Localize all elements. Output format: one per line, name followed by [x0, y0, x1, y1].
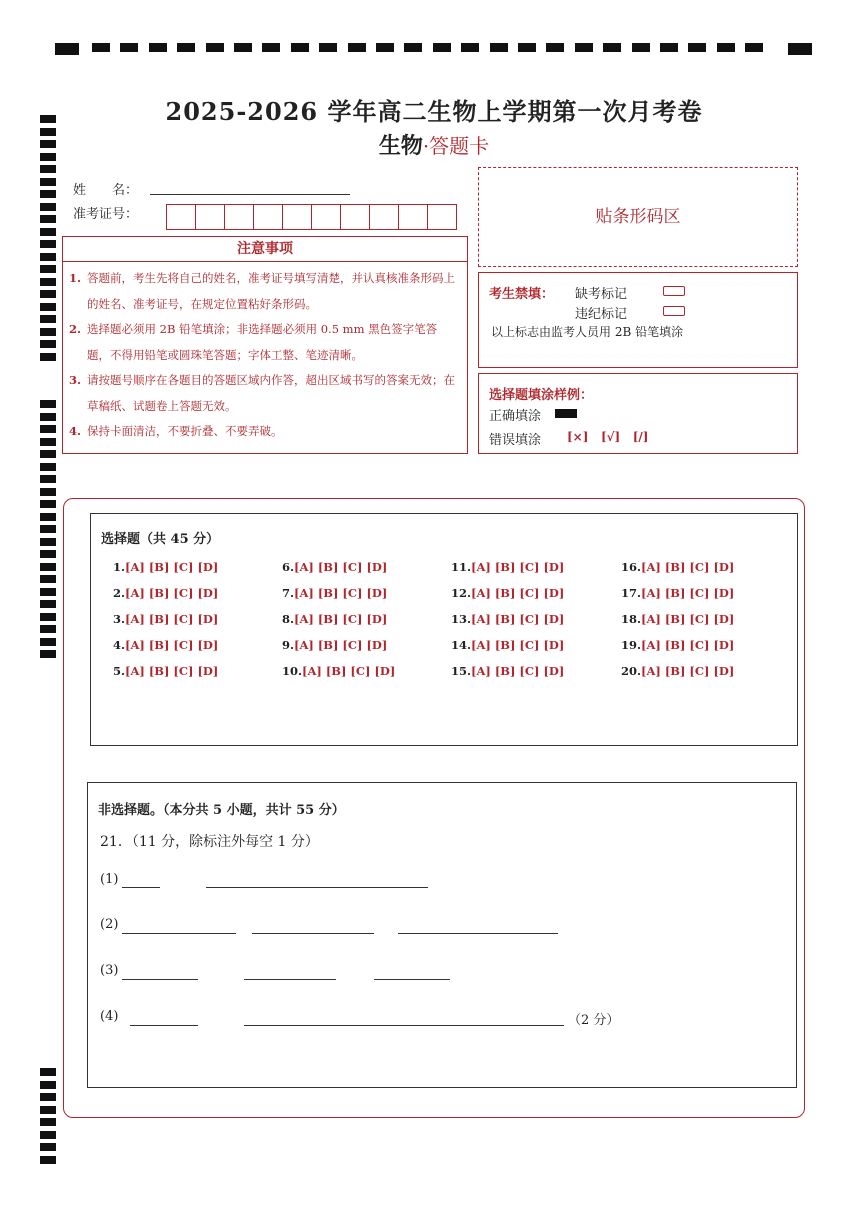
- timing-mark: [717, 43, 735, 52]
- timing-mark: [40, 1106, 56, 1114]
- choice-question-1[interactable]: [113, 560, 218, 574]
- answer-options[interactable]: [A] [B] [C] [D]: [294, 612, 388, 626]
- timing-mark: [404, 43, 422, 52]
- timing-mark: [40, 215, 56, 223]
- answer-line[interactable]: [398, 933, 558, 934]
- timing-mark: [40, 265, 56, 273]
- timing-mark: [40, 538, 56, 546]
- part-1-label: (1): [100, 872, 119, 887]
- answer-options[interactable]: [A] [B] [C] [D]: [125, 560, 219, 574]
- timing-mark: [40, 613, 56, 621]
- timing-mark: [40, 190, 56, 198]
- choice-question-4[interactable]: [113, 638, 218, 652]
- timing-mark: [40, 588, 56, 596]
- timing-mark: [575, 43, 593, 52]
- timing-mark: [40, 463, 56, 471]
- timing-mark: [348, 43, 366, 52]
- timing-mark: [40, 475, 56, 483]
- choice-question-2[interactable]: [113, 586, 218, 600]
- timing-mark: [546, 43, 564, 52]
- answer-options[interactable]: [A] [B] [C] [D]: [641, 638, 735, 652]
- choice-question-3[interactable]: [113, 612, 218, 626]
- notice-item: 2. 选择题必须用 2B 铅笔填涂；非选择题必须用 0.5 mm 黑色签字笔答题，不得用铅笔或圆珠笔答题；字体工整、笔迹清晰。: [69, 322, 438, 362]
- timing-mark: [745, 43, 763, 52]
- question-number: 16.: [621, 560, 642, 574]
- timing-mark: [319, 43, 337, 52]
- subtitle-subject: 生物: [378, 133, 423, 159]
- timing-mark: [40, 438, 56, 446]
- timing-mark: [788, 43, 812, 55]
- timing-mark: [433, 43, 451, 52]
- choice-question-20[interactable]: [621, 664, 734, 678]
- part-2-label: (2): [100, 917, 119, 932]
- answer-line[interactable]: [122, 933, 236, 934]
- choice-question-13[interactable]: [451, 612, 564, 626]
- absent-label: 缺考标记: [575, 287, 628, 302]
- timing-mark: [92, 43, 110, 52]
- timing-mark: [40, 1081, 56, 1089]
- answer-line[interactable]: [206, 887, 428, 888]
- answer-options[interactable]: [A] [B] [C] [D]: [294, 638, 388, 652]
- examiner-only-box: [478, 272, 798, 368]
- answer-options[interactable]: [A] [B] [C] [D]: [125, 664, 219, 678]
- timing-mark: [291, 43, 309, 52]
- choice-question-12[interactable]: [451, 586, 564, 600]
- timing-mark: [518, 43, 536, 52]
- question-number: 8.: [282, 612, 295, 626]
- timing-mark: [461, 43, 479, 52]
- filled-mark-icon: [555, 409, 577, 418]
- choice-question-18[interactable]: [621, 612, 734, 626]
- answer-options[interactable]: [A] [B] [C] [D]: [471, 560, 565, 574]
- question-number: 1.: [113, 560, 126, 574]
- timing-mark: [40, 450, 56, 458]
- question-number: 4.: [113, 638, 126, 652]
- answer-options[interactable]: [A] [B] [C] [D]: [641, 612, 735, 626]
- timing-mark: [40, 328, 56, 336]
- timing-mark: [40, 340, 56, 348]
- question-number: 20.: [621, 664, 642, 678]
- timing-mark: [40, 575, 56, 583]
- correct-fill-label: 正确填涂: [489, 409, 542, 424]
- fill-example-title: 选择题填涂样例：: [489, 388, 594, 403]
- timing-mark: [40, 1068, 56, 1076]
- timing-mark: [40, 550, 56, 558]
- choice-section: [90, 513, 798, 746]
- name-label: 姓 名：: [73, 183, 139, 198]
- wrong-fill-label: 错误填涂: [489, 433, 542, 448]
- notice-item: 4. 保持卡面清洁，不要折叠、不要弄破。: [69, 424, 283, 438]
- answer-options[interactable]: [A] [B] [C] [D]: [641, 586, 735, 600]
- timing-mark: [660, 43, 678, 52]
- answer-line[interactable]: [122, 887, 160, 888]
- answer-options[interactable]: [A] [B] [C] [D]: [641, 664, 735, 678]
- timing-mark: [40, 1143, 56, 1151]
- timing-mark: [40, 1093, 56, 1101]
- question-number: 19.: [621, 638, 642, 652]
- sheet-subtitle: [0, 129, 868, 160]
- timing-mark: [40, 203, 56, 211]
- notice-title: 注意事项: [63, 237, 467, 262]
- exam-title: 2025-2026 学年高二生物上学期第一次月考卷: [165, 97, 703, 126]
- question-number: 10.: [282, 664, 303, 678]
- barcode-area: 贴条形码区: [478, 167, 798, 267]
- timing-mark: [55, 43, 79, 55]
- part-4-score: （2 分）: [568, 1013, 620, 1028]
- timing-mark: [149, 43, 167, 52]
- choice-question-8[interactable]: [282, 612, 387, 626]
- answer-line[interactable]: [130, 1025, 198, 1026]
- timing-mark: [177, 43, 195, 52]
- id-label: 准考证号：: [73, 207, 139, 222]
- question-number: 2.: [113, 586, 126, 600]
- answer-line[interactable]: [374, 979, 450, 980]
- question-number: 3.: [113, 612, 126, 626]
- timing-mark: [40, 650, 56, 658]
- absent-mark-box[interactable]: [663, 286, 685, 296]
- timing-mark: [234, 43, 252, 52]
- id-number-boxes[interactable]: [166, 204, 457, 230]
- timing-mark: [40, 400, 56, 408]
- timing-mark: [40, 178, 56, 186]
- timing-mark: [603, 43, 621, 52]
- timing-mark: [40, 1156, 56, 1164]
- answer-options[interactable]: [A] [B] [C] [D]: [471, 586, 565, 600]
- timing-mark: [40, 500, 56, 508]
- choice-title: 选择题（共 45 分）: [101, 532, 220, 547]
- question-number: 15.: [451, 664, 472, 678]
- choice-question-7[interactable]: [282, 586, 387, 600]
- timing-mark: [206, 43, 224, 52]
- timing-mark: [40, 563, 56, 571]
- answer-options[interactable]: [A] [B] [C] [D]: [302, 664, 396, 678]
- question-number: 7.: [282, 586, 295, 600]
- question-number: 18.: [621, 612, 642, 626]
- answer-options[interactable]: [A] [B] [C] [D]: [125, 586, 219, 600]
- question-number: 6.: [282, 560, 295, 574]
- timing-mark: [40, 228, 56, 236]
- question-number: 17.: [621, 586, 642, 600]
- answer-line[interactable]: [244, 1025, 564, 1026]
- timing-mark: [40, 315, 56, 323]
- part-4-label: (4): [100, 1009, 119, 1024]
- question-number: 13.: [451, 612, 472, 626]
- question-21-heading: 21．（11 分，除标注外每空 1 分）: [100, 834, 319, 850]
- answer-options[interactable]: [A] [B] [C] [D]: [294, 586, 388, 600]
- answer-options[interactable]: [A] [B] [C] [D]: [125, 612, 219, 626]
- timing-mark: [40, 625, 56, 633]
- answer-options[interactable]: [A] [B] [C] [D]: [471, 612, 565, 626]
- choice-question-11[interactable]: [451, 560, 564, 574]
- answer-options[interactable]: [A] [B] [C] [D]: [125, 638, 219, 652]
- timing-mark: [40, 240, 56, 248]
- timing-mark: [40, 1118, 56, 1126]
- notice-item: 1. 答题前，考生先将自己的姓名，准考证号填写清楚，并认真核准条形码上的姓名、准考证号，在规定位置粘好条形码。: [69, 271, 455, 311]
- timing-mark: [40, 513, 56, 521]
- choice-question-9[interactable]: [282, 638, 387, 652]
- answer-line[interactable]: [122, 979, 198, 980]
- timing-mark: [40, 425, 56, 433]
- violation-mark-box[interactable]: [663, 306, 685, 316]
- timing-mark: [40, 525, 56, 533]
- notice-item: 3. 请按题号顺序在各题目的答题区域内作答，超出区域书写的答案无效；在草稿纸、试题卷上答题无效。: [69, 373, 455, 413]
- choice-question-6[interactable]: [282, 560, 387, 574]
- choice-question-17[interactable]: [621, 586, 734, 600]
- timing-mark: [376, 43, 394, 52]
- answer-options[interactable]: [A] [B] [C] [D]: [471, 638, 565, 652]
- non-choice-title: 非选择题。（本分共 5 小题，共计 55 分）: [98, 803, 345, 818]
- choice-question-10[interactable]: [282, 664, 395, 678]
- prohibit-note: 以上标志由监考人员用 2B 铅笔填涂: [491, 325, 684, 339]
- notice-box: [62, 236, 468, 454]
- question-number: 11.: [451, 560, 472, 574]
- timing-mark: [262, 43, 280, 52]
- timing-mark: [632, 43, 650, 52]
- choice-question-14[interactable]: [451, 638, 564, 652]
- non-choice-section: [87, 782, 797, 1088]
- answer-line[interactable]: [252, 933, 374, 934]
- timing-mark: [40, 413, 56, 421]
- prohibit-label: 考生禁填：: [489, 287, 555, 302]
- choice-question-19[interactable]: [621, 638, 734, 652]
- choice-question-15[interactable]: [451, 664, 564, 678]
- wrong-fill-marks: [×] [√] [/]: [567, 430, 649, 444]
- timing-mark: [40, 303, 56, 311]
- timing-mark: [120, 43, 138, 52]
- timing-mark: [40, 165, 56, 173]
- timing-mark: [40, 253, 56, 261]
- violation-label: 违纪标记: [575, 307, 628, 322]
- choice-question-16[interactable]: [621, 560, 734, 574]
- fill-example-box: [478, 373, 798, 454]
- timing-mark: [40, 1131, 56, 1139]
- timing-mark: [490, 43, 508, 52]
- question-number: 5.: [113, 664, 126, 678]
- timing-mark: [40, 638, 56, 646]
- timing-mark: [40, 278, 56, 286]
- timing-mark: [40, 600, 56, 608]
- answer-line[interactable]: [244, 979, 336, 980]
- question-number: 12.: [451, 586, 472, 600]
- answer-options[interactable]: [A] [B] [C] [D]: [294, 560, 388, 574]
- answer-options[interactable]: [A] [B] [C] [D]: [641, 560, 735, 574]
- timing-mark: [688, 43, 706, 52]
- timing-mark: [40, 290, 56, 298]
- answer-options[interactable]: [A] [B] [C] [D]: [471, 664, 565, 678]
- question-number: 14.: [451, 638, 472, 652]
- name-field[interactable]: [150, 194, 350, 195]
- timing-mark: [40, 353, 56, 361]
- timing-mark: [40, 488, 56, 496]
- subtitle-answer-sheet: ·答题卡: [422, 134, 490, 158]
- question-number: 9.: [282, 638, 295, 652]
- choice-question-5[interactable]: [113, 664, 218, 678]
- part-3-label: (3): [100, 963, 119, 978]
